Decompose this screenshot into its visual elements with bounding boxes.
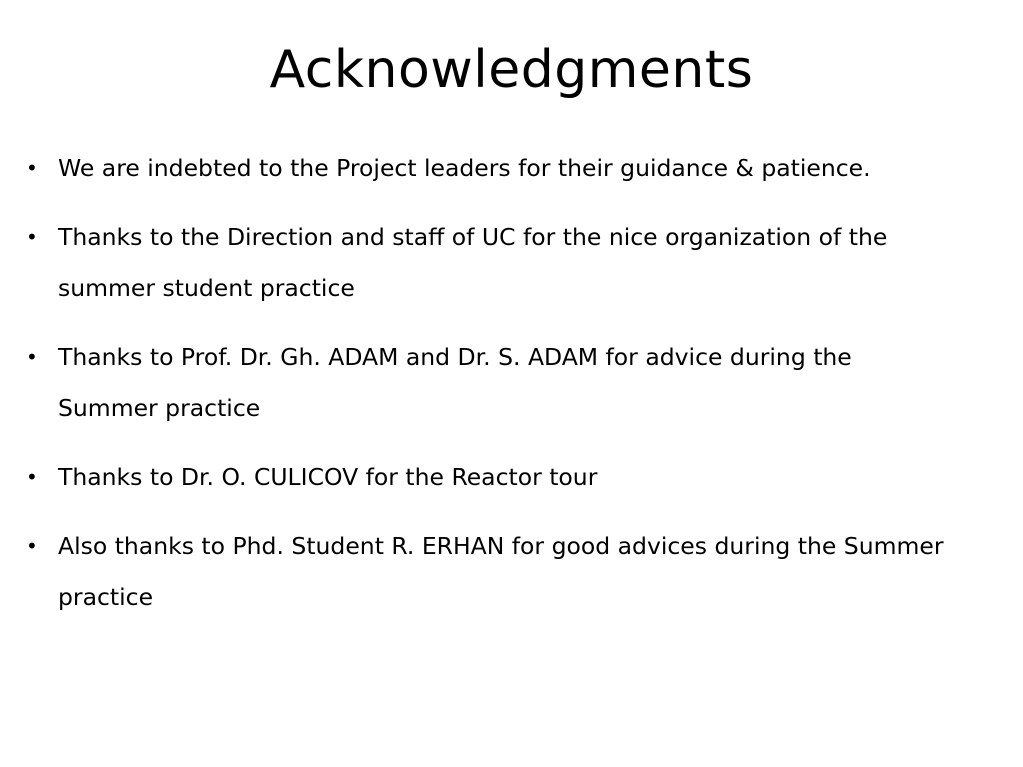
- bullet-dot-icon: •: [26, 156, 38, 180]
- bullet-item: [0, 143, 1023, 194]
- bullet-text: Thanks to Prof. Dr. Gh. ADAM and Dr. S. ADAM for advice during the Summer practice: [58, 343, 852, 422]
- bullet-dot-icon: •: [26, 225, 38, 249]
- bullet-dot-icon: •: [26, 534, 38, 558]
- bullet-item: [0, 521, 1023, 623]
- slide-title: Acknowledgments: [269, 40, 754, 100]
- bullet-dot-icon: •: [26, 345, 38, 369]
- bullet-item: [0, 332, 1023, 434]
- bullet-dot-icon: •: [26, 465, 38, 489]
- bullet-item: [0, 212, 1023, 314]
- bullet-text: Also thanks to Phd. Student R. ERHAN for good advices during the Summer practice: [58, 532, 944, 611]
- bullet-list: [0, 143, 1023, 641]
- bullet-item: [0, 452, 1023, 503]
- bullet-text: Thanks to Dr. O. CULICOV for the Reactor tour: [58, 463, 598, 491]
- bullet-text: Thanks to the Direction and staff of UC for the nice organization of the summer student practice: [58, 223, 888, 302]
- bullet-text: We are indebted to the Project leaders for their guidance & patience.: [58, 154, 871, 182]
